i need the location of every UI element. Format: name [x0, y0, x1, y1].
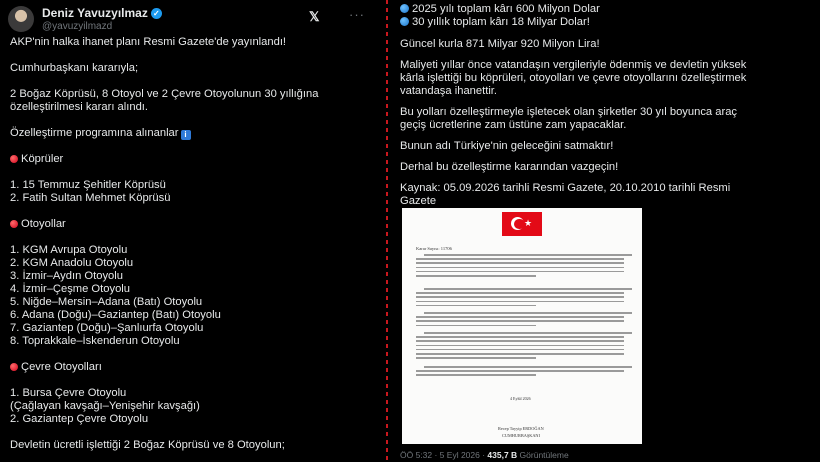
document-text-line: [416, 340, 624, 342]
document-text-line: [416, 353, 624, 355]
document-text-line: [416, 374, 536, 376]
list-item: 5. Niğde–Mersin–Adana (Batı) Otoyolu: [10, 296, 203, 308]
document-text-line: [416, 292, 624, 294]
post-line: özelleştirilmesi kararı alındı.: [10, 101, 149, 113]
red-circle-emoji-icon: [10, 363, 18, 371]
author-name[interactable]: Deniz Yavuzyılmaz: [42, 6, 148, 20]
document-text-line: [416, 349, 624, 351]
section-heading-label: Otoyollar: [21, 218, 66, 230]
document-text-line: [424, 312, 632, 314]
more-options-icon[interactable]: ···: [349, 7, 365, 22]
list-item: 8. Toprakkale–İskenderun Otoyolu: [10, 335, 180, 347]
list-item: 3. İzmir–Aydın Otoyolu: [10, 270, 123, 282]
info-emoji-icon: i: [181, 130, 191, 140]
section-heading-label: Köprüler: [21, 153, 64, 165]
red-circle-emoji-icon: [10, 220, 18, 228]
document-date: 4 Eylül 2026: [510, 396, 531, 401]
signer-name: Recep Tayyip ERDOĞAN: [498, 426, 544, 431]
document-text-line: [416, 316, 624, 318]
post-timestamp[interactable]: ÖÖ 5:32 · 5 Eyl 2026 ·: [400, 450, 488, 460]
post-line: Bunun adı Türkiye'nin geleceğini satmaktır!: [400, 140, 614, 152]
document-text-line: [416, 320, 624, 322]
x-logo-icon: 𝕏: [309, 9, 320, 24]
source-line: Gazete: [400, 195, 437, 207]
post-line-with-icon: [10, 127, 191, 140]
gazette-document-image[interactable]: [402, 208, 642, 444]
turkish-flag-icon: ★: [502, 212, 542, 236]
section-heading-highways: [10, 218, 66, 231]
verified-badge-icon: ✓: [151, 8, 162, 19]
post-meta-footer: [400, 450, 569, 460]
section-heading-bridges: [10, 153, 63, 166]
document-text-line: [416, 325, 536, 327]
post-line: vatandaşa ihanettir.: [400, 85, 498, 97]
section-heading-ring-roads: [10, 361, 102, 374]
blue-circle-emoji-icon: [400, 17, 409, 26]
list-item: 1. KGM Avrupa Otoyolu: [10, 244, 128, 256]
signer-title: CUMHURBAŞKANI: [502, 433, 540, 438]
document-text-line: [424, 366, 632, 368]
list-item: 2. KGM Anadolu Otoyolu: [10, 257, 134, 269]
document-text-line: [416, 301, 624, 303]
post-line: 2 Boğaz Köprüsü, 8 Otoyol ve 2 Çevre Otoyolunun 30 yıllığına: [10, 88, 319, 100]
document-text-line: [424, 288, 632, 290]
document-text-line: [416, 357, 536, 359]
view-count-label: Görüntüleme: [517, 450, 569, 460]
document-text-line: [416, 336, 624, 338]
document-text-line: [424, 332, 632, 334]
profit-text: 2025 yılı toplam kârı 600 Milyon Dolar: [412, 3, 600, 15]
document-text-line: [416, 345, 624, 347]
post-line: Devletin ücretli işlettiği 2 Boğaz Köprüsü ve 8 Otoyolun;: [10, 439, 285, 451]
list-item: 1. 15 Temmuz Şehitler Köprüsü: [10, 179, 166, 191]
source-line: Kaynak: 05.09.2026 tarihli Resmi Gazete, 20.10.2010 tarihli Resmi: [400, 182, 731, 194]
document-text-line: [416, 258, 624, 260]
post-line: AKP'nin halka ihanet planı Resmi Gazete'de yayınlandı!: [10, 36, 287, 48]
document-text-line: [416, 275, 536, 277]
document-text-line: [416, 267, 624, 269]
author-handle[interactable]: @yavuzyilmazd: [42, 21, 113, 32]
list-item: (Çağlayan kavşağı–Yenişehir kavşağı): [10, 400, 200, 412]
post-header: [6, 3, 378, 33]
document-text-line: [416, 296, 624, 298]
post-line: geçiş ücretlerine zam üstüne zam yapacaklar.: [400, 119, 627, 131]
post-line: Maliyeti yıllar önce vatandaşın vergileriyle ödenmiş ve devletin yüksek: [400, 59, 747, 71]
document-text-line: [424, 254, 632, 256]
list-item: 2. Fatih Sultan Mehmet Köprüsü: [10, 192, 171, 204]
left-post-panel: [0, 0, 382, 462]
list-item: 1. Bursa Çevre Otoyolu: [10, 387, 127, 399]
program-heading: Özelleştirme programına alınanlar: [10, 127, 179, 139]
section-heading-label: Çevre Otoyolları: [21, 361, 102, 373]
list-item: 4. İzmir–Çeşme Otoyolu: [10, 283, 130, 295]
profit-line: [400, 3, 600, 16]
list-item: 6. Adana (Doğu)–Gaziantep (Batı) Otoyolu: [10, 309, 221, 321]
profit-text: 30 yıllık toplam kârı 18 Milyar Dolar!: [412, 16, 590, 28]
document-text-line: [416, 305, 536, 307]
red-circle-emoji-icon: [10, 155, 18, 163]
author-name-row[interactable]: [42, 6, 162, 20]
avatar[interactable]: [8, 6, 34, 32]
list-item: 7. Gaziantep (Doğu)–Şanlıurfa Otoyolu: [10, 322, 204, 334]
post-line: Derhal bu özelleştirme kararından vazgeçin!: [400, 161, 619, 173]
document-text-line: [416, 271, 624, 273]
profit-line: [400, 16, 590, 29]
post-line: kârla işlettiği bu köprüleri, otoyolları ve çevre otoyollarını özelleştirmek: [400, 72, 747, 84]
document-text-line: [416, 370, 624, 372]
panel-divider: [386, 0, 388, 462]
document-text-line: [416, 262, 624, 264]
right-post-panel: [392, 0, 820, 462]
post-line: Güncel kurla 871 Milyar 920 Milyon Lira!: [400, 38, 600, 50]
blue-circle-emoji-icon: [400, 4, 409, 13]
post-line: Cumhurbaşkanı kararıyla;: [10, 62, 139, 74]
decision-number: Karar Sayısı: 11706: [416, 246, 452, 251]
list-item: 2. Gaziantep Çevre Otoyolu: [10, 413, 149, 425]
post-line: Bu yolları özelleştirmeyle işletecek olan şirketler 30 yıl boyunca araç: [400, 106, 738, 118]
view-count: 435,7 B: [487, 450, 518, 460]
